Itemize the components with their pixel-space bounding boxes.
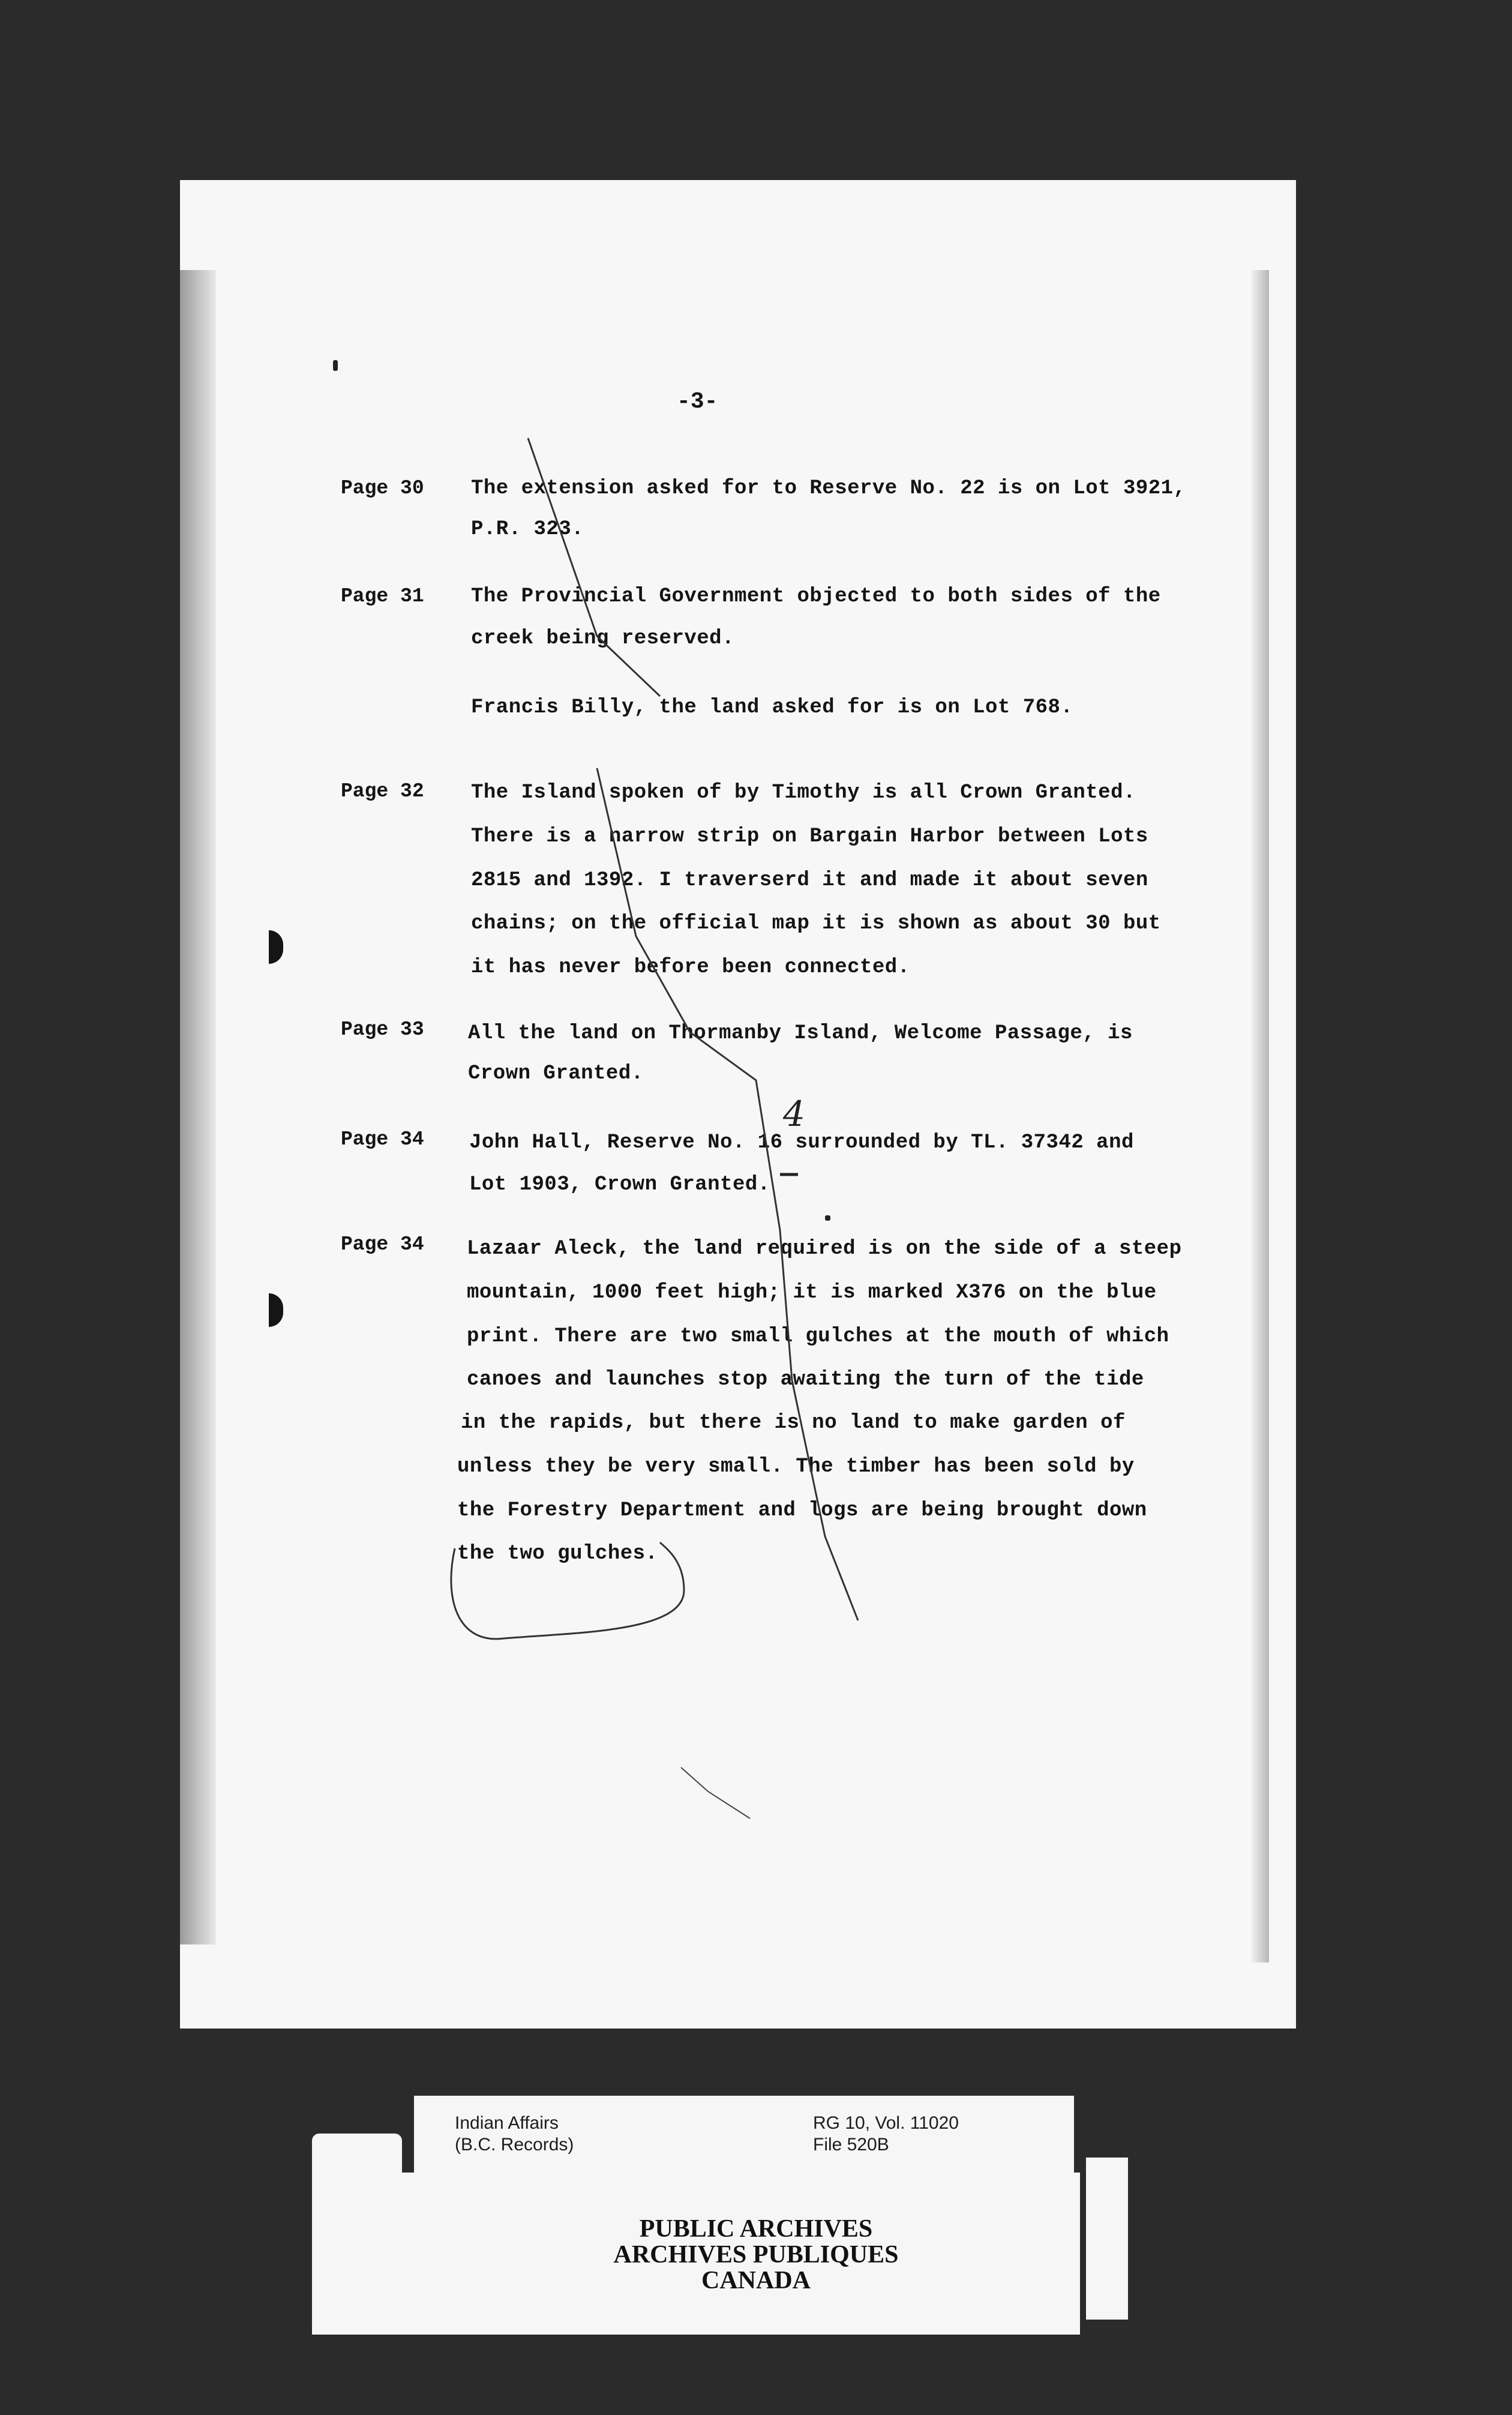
entry-text-line: canoes and launches stop awaiting the turn of the tide	[467, 1368, 1144, 1391]
entry-text-line: John Hall, Reserve No. 16 surrounded by TL. 37342 and	[469, 1131, 1134, 1154]
archive-tab-file: File 520B	[813, 2135, 889, 2155]
entry-text-line: Crown Granted.	[468, 1062, 644, 1085]
entry-label-page-32: Page 32	[341, 780, 424, 802]
entry-text-line: The Island spoken of by Timothy is all Crown Granted.	[471, 781, 1136, 804]
entry-text-line: chains; on the official map it is shown as about 30 but	[471, 912, 1161, 935]
entry-text-line: 2815 and 1392. I traverserd it and made it about seven	[471, 869, 1148, 892]
ink-speck	[825, 1215, 830, 1221]
entry-text-line: The Provincial Government objected to both sides of the	[471, 585, 1161, 608]
archive-tab-title-en: PUBLIC ARCHIVES	[639, 2215, 873, 2243]
entry-label-page-33: Page 33	[341, 1018, 424, 1041]
entry-label-page-34: Page 34	[341, 1128, 424, 1150]
entry-text-line: in the rapids, but there is no land to make garden of	[461, 1412, 1126, 1434]
archive-tab-title-country: CANADA	[701, 2267, 811, 2294]
entry-label-page-31: Page 31	[341, 585, 424, 607]
archive-tab-records: (B.C. Records)	[455, 2135, 574, 2155]
entry-text-line: Lazaar Aleck, the land required is on the side of a steep	[467, 1238, 1182, 1260]
entry-text-line: it has never before been connected.	[471, 956, 910, 979]
document-page	[180, 180, 1296, 2029]
archive-tab-department: Indian Affairs	[455, 2113, 559, 2133]
entry-text-line: creek being reserved.	[471, 627, 734, 650]
archive-tab-title-fr: ARCHIVES PUBLIQUES	[613, 2241, 899, 2269]
entry-label-page-34-second: Page 34	[341, 1233, 424, 1256]
entry-text-line: P.R. 323.	[471, 518, 584, 541]
archive-tab-volume: RG 10, Vol. 11020	[813, 2113, 959, 2133]
ink-speck	[333, 360, 338, 371]
page-number: -3-	[677, 389, 718, 415]
entry-text-line: print. There are two small gulches at the mouth of which	[467, 1325, 1169, 1348]
entry-text-line: unless they be very small. The timber has been sold by	[457, 1455, 1135, 1478]
entry-text-line: mountain, 1000 feet high; it is marked X376 on the blue	[467, 1281, 1157, 1304]
entry-label-page-30: Page 30	[341, 477, 424, 499]
entry-text-line: The extension asked for to Reserve No. 22 is on Lot 3921,	[471, 477, 1186, 500]
entry-text-line: the Forestry Department and logs are being brought down	[457, 1499, 1147, 1522]
page-edge-shadow-right	[1251, 270, 1269, 1962]
entry-text-line: There is a narrow strip on Bargain Harbor between Lots	[471, 825, 1148, 848]
entry-text-line: Lot 1903, Crown Granted.	[469, 1173, 770, 1196]
page-edge-shadow-left	[180, 270, 216, 1944]
entry-text-line: All the land on Thormanby Island, Welcome Passage, is	[468, 1022, 1133, 1045]
handwritten-annotation: 4	[783, 1093, 805, 1134]
archive-tab-notch	[1086, 2158, 1128, 2320]
entry-text-line: the two gulches.	[457, 1542, 658, 1565]
entry-text-line: Francis Billy, the land asked for is on Lot 768.	[471, 696, 1073, 719]
archive-tab-notch	[312, 2134, 402, 2176]
